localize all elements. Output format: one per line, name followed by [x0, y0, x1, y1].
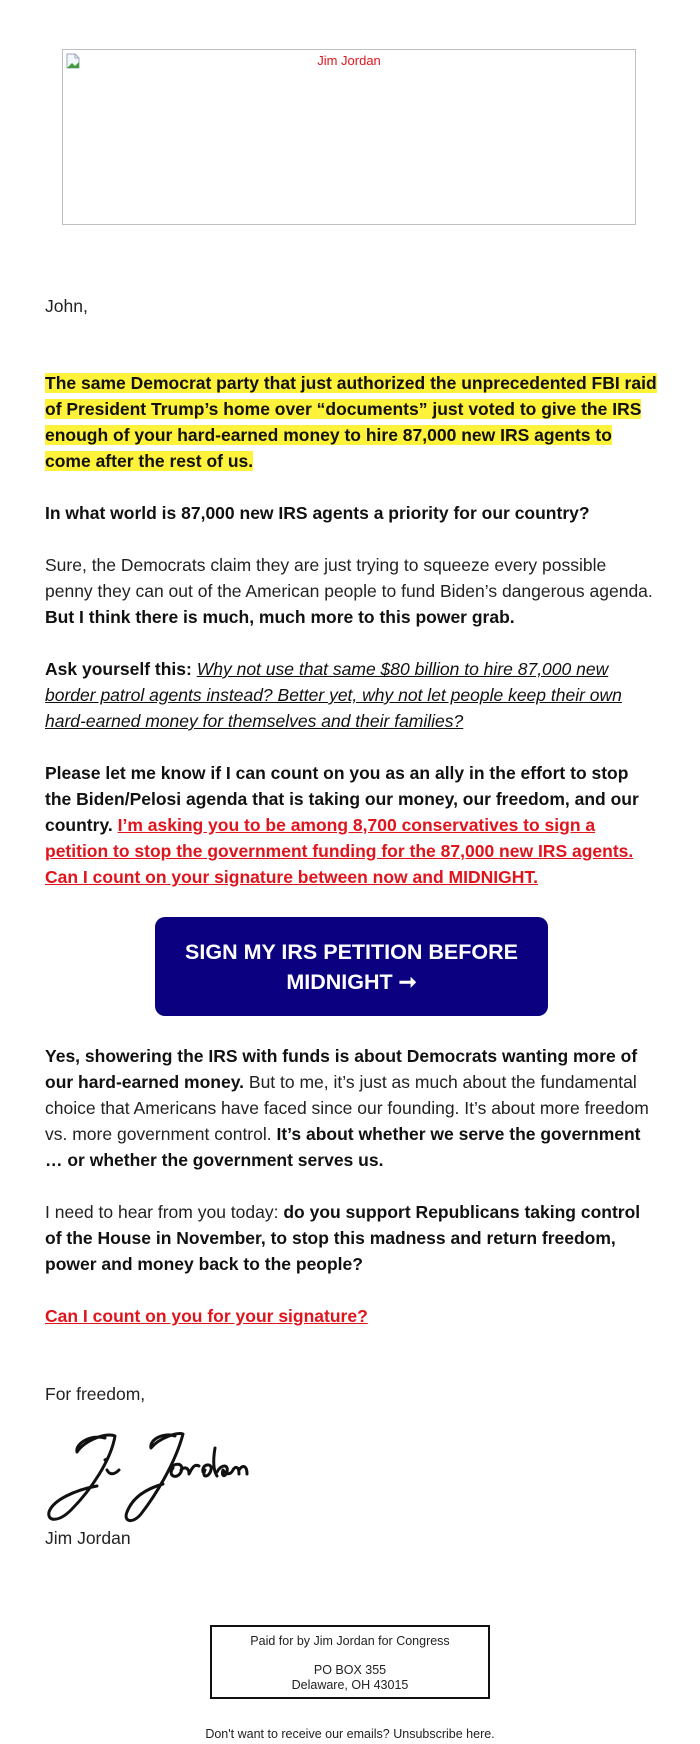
- paragraph-signature-ask: [45, 1303, 368, 1329]
- broken-image-icon: [66, 53, 80, 69]
- signature-link[interactable]: Can I count on you for your signature?: [45, 1306, 368, 1326]
- paid-for-text: Paid for by Jim Jordan for Congress: [250, 1634, 450, 1648]
- address-line-2: Delaware, OH 43015: [291, 1678, 409, 1692]
- salutation: John,: [45, 296, 88, 316]
- sign-petition-button[interactable]: [155, 917, 548, 1016]
- paragraph-ally-petition: [45, 760, 657, 890]
- text-bold: Ask yourself this:: [45, 659, 197, 679]
- paragraph-hear-from-you: [45, 1199, 657, 1277]
- ask-yourself-link[interactable]: Why not use that same $80 billion to hire 87,000 new border patrol agents instead? Better yet, why not let people keep their own hard-earned money for themselves and their families?: [45, 659, 622, 731]
- closing: For freedom,: [45, 1384, 146, 1404]
- highlighted-text: The same Democrat party that just authorized the unprecedented FBI raid of President Trump’s home over “documents” just voted to give the IRS enough of your hard-earned money to hire 87,000 new IRS agents to come after the rest of us.: [45, 373, 657, 471]
- text-bold: It’s about whether we serve the government … or whether the government serves us.: [45, 1124, 641, 1170]
- petition-link[interactable]: I’m asking you to be among 8,700 conservatives to sign a petition to stop the government funding for the 87,000 new IRS agents. Can I count on your signature between now and MIDNIGHT.: [45, 815, 634, 887]
- header-image-alt-text: Jim Jordan: [317, 53, 381, 68]
- signer-name: Jim Jordan: [45, 1528, 131, 1548]
- text-bold: But I think there is much, much more to this power grab.: [45, 607, 515, 627]
- header-image[interactable]: [62, 49, 636, 225]
- text-bold: Please let me know if I can count on you as an ally in the effort to stop the Biden/Pelosi agenda that is taking our money, our freedom, and our country.: [45, 763, 639, 835]
- text-normal: I need to hear from you today:: [45, 1202, 284, 1222]
- address-line-1: PO BOX 355: [313, 1663, 387, 1677]
- unsubscribe-link[interactable]: Don't want to receive our emails? Unsubscribe here.: [205, 1727, 495, 1741]
- sign-petition-button-label: SIGN MY IRS PETITION BEFORE MIDNIGHT ➞: [185, 939, 518, 994]
- paragraph-highlighted: [45, 370, 657, 474]
- paragraph-democrats-claim: [45, 552, 657, 630]
- paragraph-ask-yourself: [45, 656, 657, 734]
- paid-for-disclaimer: [210, 1625, 490, 1699]
- paragraph-showering-irs: [45, 1043, 657, 1173]
- text-bold: Yes, showering the IRS with funds is about Democrats wanting more of our hard-earned money.: [45, 1046, 638, 1092]
- signature-image: [45, 1430, 250, 1525]
- paragraph-question: In what world is 87,000 new IRS agents a priority for our country?: [45, 503, 590, 523]
- text-bold: do you support Republicans taking control of the House in November, to stop this madness and return freedom, power and money back to the people?: [45, 1202, 641, 1274]
- text-normal: Sure, the Democrats claim they are just trying to squeeze every possible penny they can out of the American people to fund Biden’s dangerous agenda.: [45, 555, 653, 601]
- text-normal: But to me, it’s just as much about the fundamental choice that Americans have faced since our founding. It’s about more freedom vs. more government control.: [45, 1072, 649, 1144]
